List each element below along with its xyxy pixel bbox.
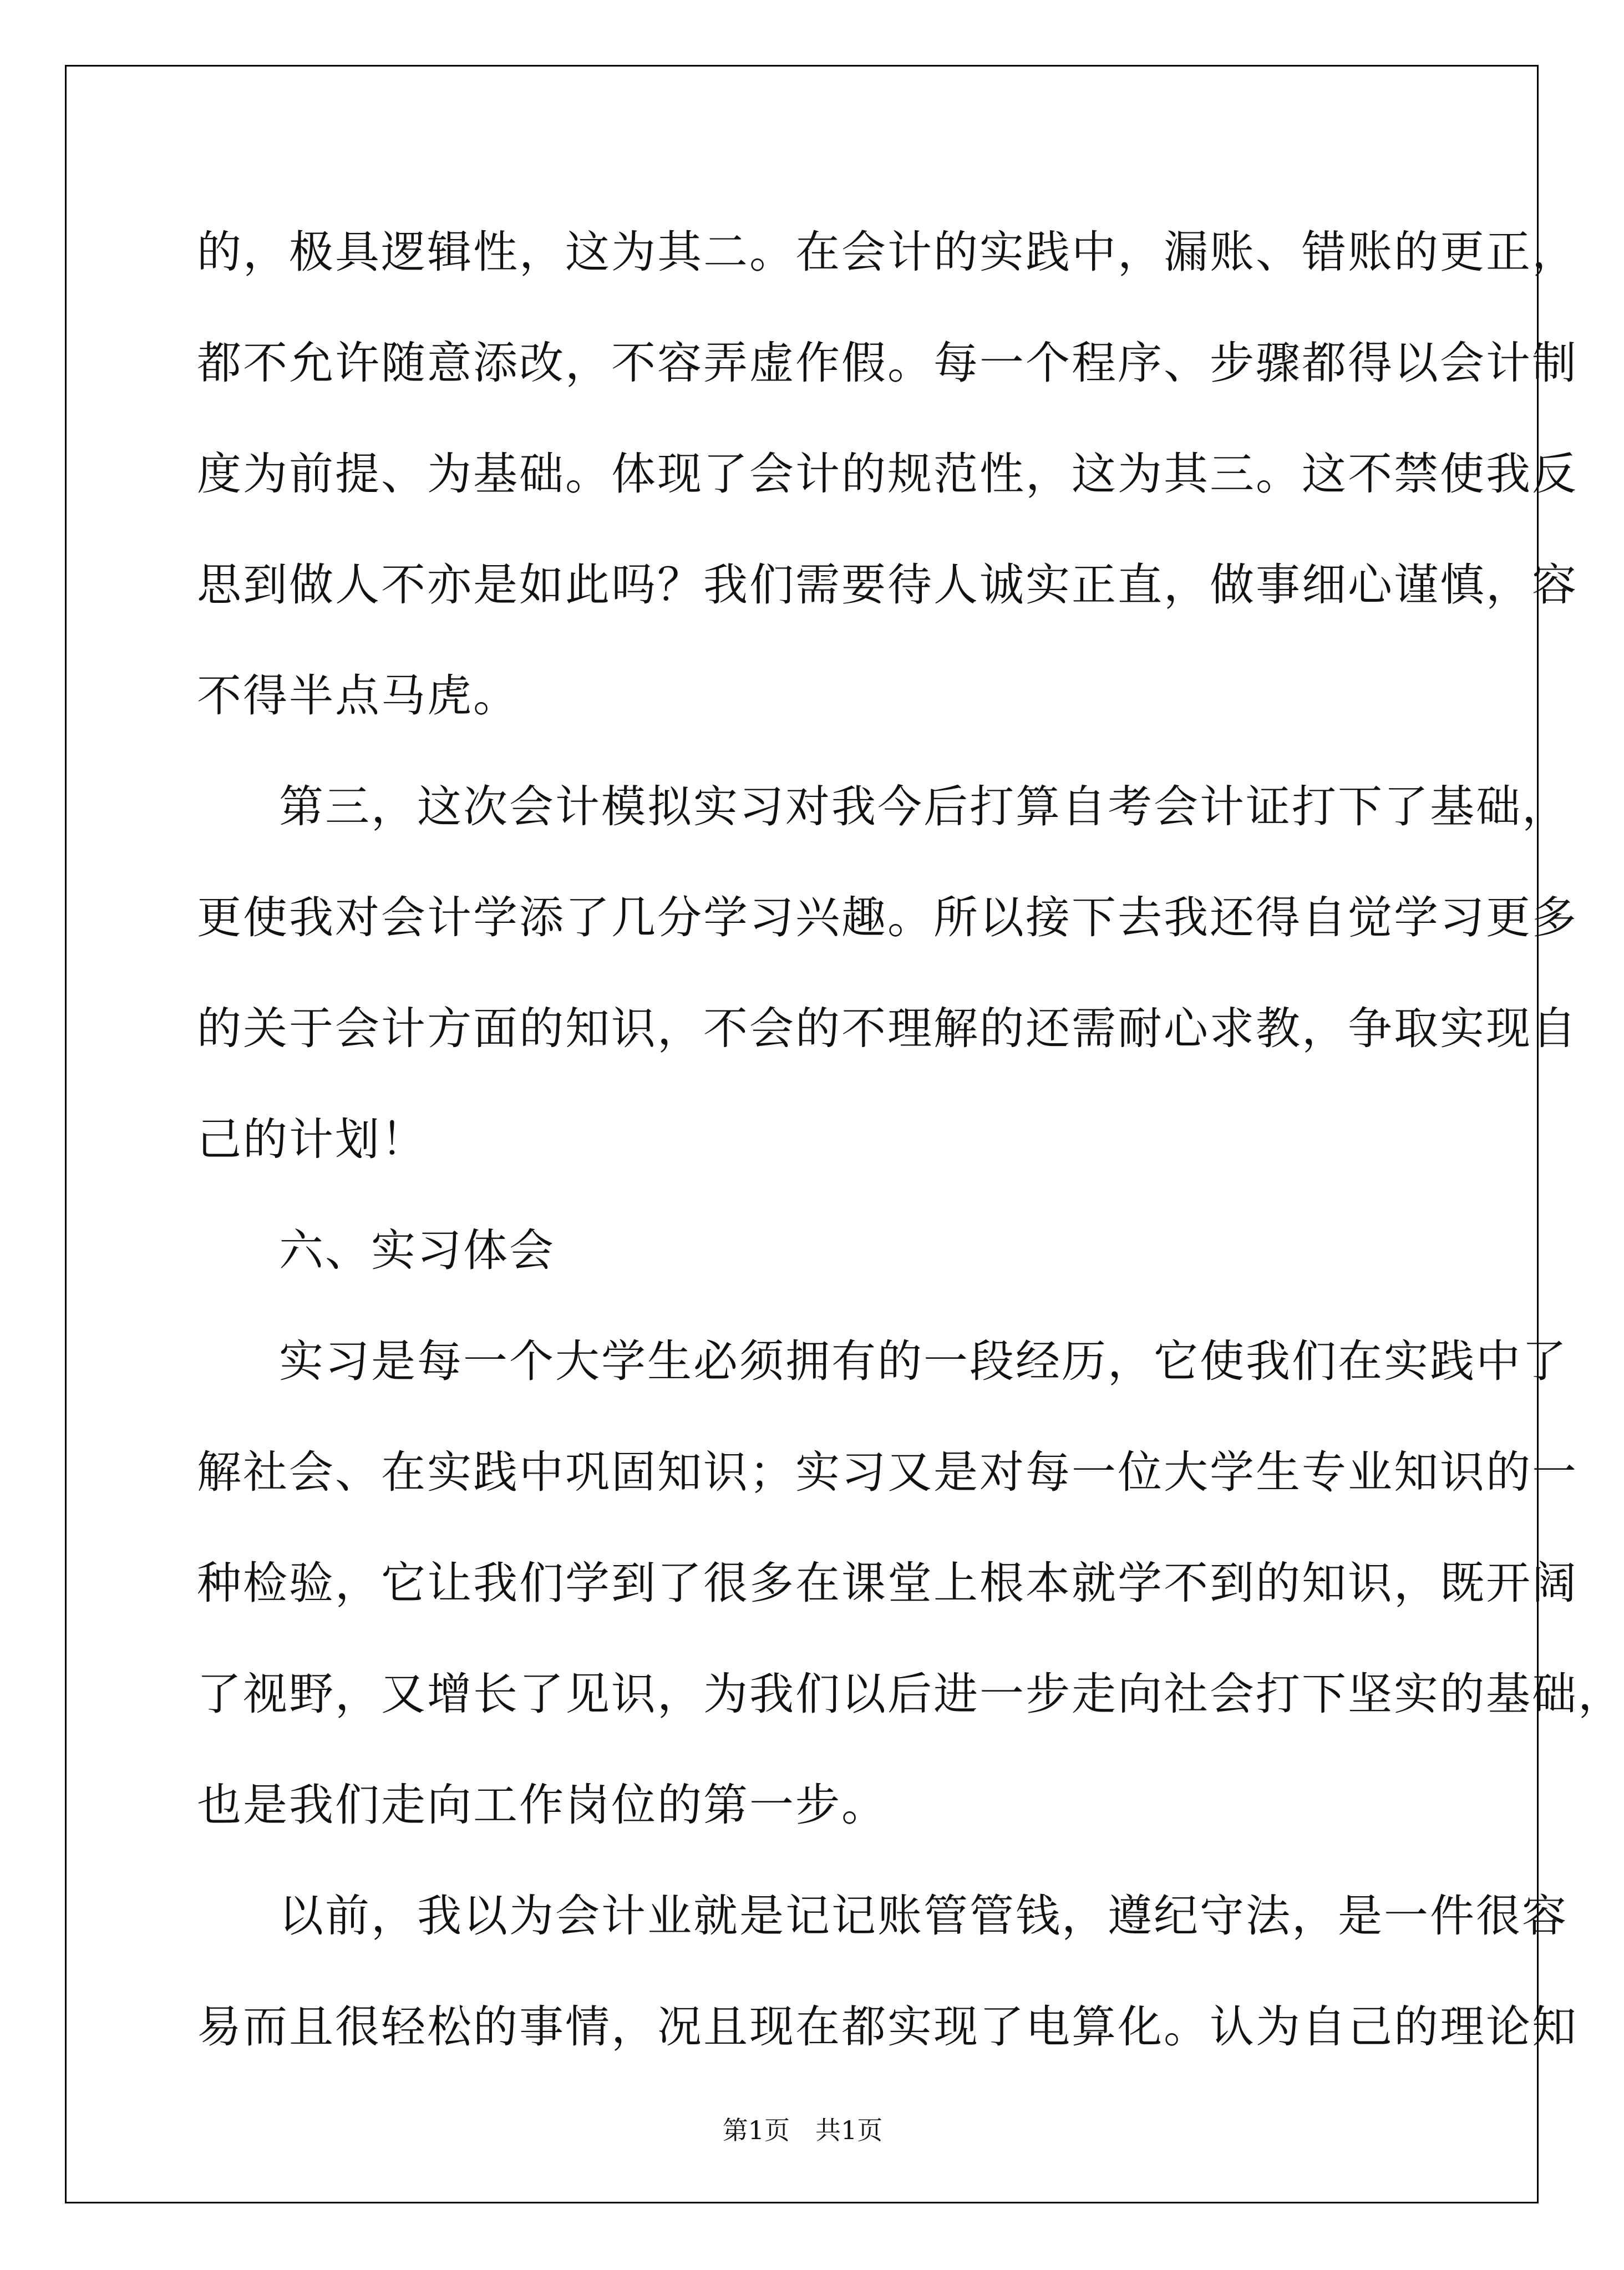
text-line-5: 不得半点马虎。 bbox=[197, 670, 519, 722]
section-heading: 六、实习体会 bbox=[279, 1225, 555, 1276]
text-line-2: 都不允许随意添改，不容弄虚作假。每一个程序、步骤都得以会计制 bbox=[197, 337, 1578, 389]
text-line-14: 了视野，又增长了见识，为我们以后进一步走向社会打下坚实的基础， bbox=[197, 1668, 1624, 1720]
text-line-13: 种检验，它让我们学到了很多在课堂上根本就学不到的知识，既开阔 bbox=[197, 1557, 1578, 1609]
text-line-4: 思到做人不亦是如此吗？我们需要待人诚实正直，做事细心谨慎，容 bbox=[197, 559, 1578, 611]
page-number-footer: 第1页 共1页 bbox=[722, 2115, 883, 2145]
text-line-6: 第三，这次会计模拟实习对我今后打算自考会计证打下了基础， bbox=[279, 781, 1568, 832]
text-line-3: 度为前提、为基础。体现了会计的规范性，这为其三。这不禁使我反 bbox=[197, 448, 1578, 500]
text-line-17: 易而且很轻松的事情，况且现在都实现了电算化。认为自己的理论知 bbox=[197, 2001, 1578, 2053]
document-body bbox=[197, 197, 1624, 2083]
text-line-7: 更使我对会计学添了几分学习兴趣。所以接下去我还得自觉学习更多 bbox=[197, 892, 1578, 943]
text-line-12: 解社会、在实践中巩固知识；实习又是对每一位大学生专业知识的一 bbox=[197, 1446, 1578, 1498]
text-line-1: 的，极具逻辑性，这为其二。在会计的实践中，漏账、错账的更正， bbox=[197, 226, 1578, 278]
text-line-15: 也是我们走向工作岗位的第一步。 bbox=[197, 1779, 887, 1831]
text-line-8: 的关于会计方面的知识，不会的不理解的还需耐心求教，争取实现自 bbox=[197, 1003, 1578, 1054]
text-line-11: 实习是每一个大学生必须拥有的一段经历，它使我们在实践中了 bbox=[279, 1335, 1568, 1387]
text-line-16: 以前，我以为会计业就是记记账管管钱，遵纪守法，是一件很容 bbox=[279, 1890, 1568, 1942]
text-line-9: 己的计划！ bbox=[197, 1114, 427, 1165]
